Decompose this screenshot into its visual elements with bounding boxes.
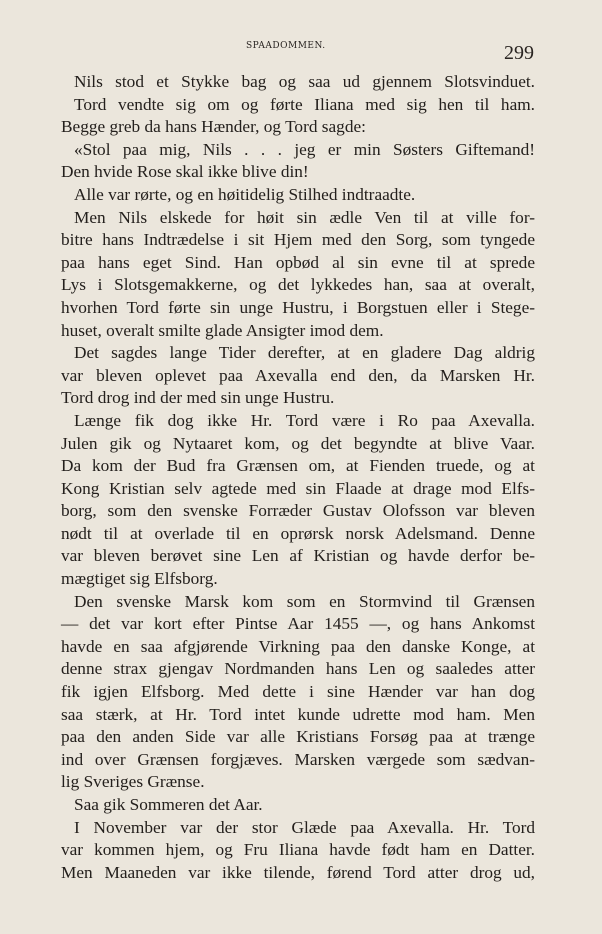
text-line: Tord vendte sig om og førte Iliana med sig hen til ham. bbox=[74, 94, 535, 114]
text-line: Kong Kristian selv agtede med sin Flaade at drage mod Elfs- bbox=[61, 478, 535, 498]
page-number: 299 bbox=[504, 42, 534, 64]
text-line: ind over Grænsen forgjæves. Marsken værgede som sædvan- bbox=[61, 749, 535, 769]
text-line: havde en saa afgjørende Virkning paa den danske Konge, at bbox=[61, 636, 535, 656]
text-line: Men Maaneden var ikke tilende, førend Tord atter drog ud, bbox=[61, 862, 535, 882]
text-line: Den hvide Rose skal ikke blive din! bbox=[61, 162, 309, 182]
text-line: «Stol paa mig, Nils . . . jeg er min Søsters Giftemand! bbox=[74, 139, 535, 159]
text-line: mægtiget sig Elfsborg. bbox=[61, 569, 218, 589]
text-line: paa den anden Side var alle Kristians Forsøg paa at trænge bbox=[61, 727, 535, 747]
text-line: Alle var rørte, og en høitidelig Stilhed indtraadte. bbox=[74, 184, 416, 204]
text-line: Længe fik dog ikke Hr. Tord være i Ro paa Axevalla. bbox=[74, 410, 535, 430]
running-title: SPAADOMMEN. bbox=[246, 41, 326, 51]
text-line: Da kom der Bud fra Grænsen om, at Fienden truede, og at bbox=[61, 456, 535, 476]
text-line: huset, overalt smilte glade Ansigter imod dem. bbox=[61, 320, 384, 340]
text-line: borg, som den svenske Forræder Gustav Olofsson var bleven bbox=[61, 501, 535, 521]
text-line: var kommen hjem, og Fru Iliana havde født ham en Datter. bbox=[61, 840, 535, 860]
text-line: lig Sveriges Grænse. bbox=[61, 772, 205, 792]
text-line: Men Nils elskede for høit sin ædle Ven til at ville for- bbox=[74, 207, 535, 227]
text-line: Nils stod et Stykke bag og saa ud gjennem Slotsvinduet. bbox=[74, 72, 535, 91]
text-line: Saa gik Sommeren det Aar. bbox=[74, 795, 263, 814]
text-line: Lys i Slotsgemakkerne, og det lykkedes han, saa at overalt, bbox=[61, 275, 535, 295]
text-line: Det sagdes lange Tider derefter, at en gladere Dag aldrig bbox=[74, 343, 535, 363]
text-line: hvorhen Tord førte sin unge Hustru, i Borgstuen eller i Stege- bbox=[61, 297, 535, 317]
page-header bbox=[0, 38, 602, 68]
text-line: — det var kort efter Pintse Aar 1455 —, og hans Ankomst bbox=[61, 614, 535, 634]
text-line: I November var der stor Glæde paa Axevalla. Hr. Tord bbox=[74, 817, 535, 837]
text-line: Tord drog ind der med sin unge Hustru. bbox=[61, 388, 335, 408]
text-line: saa stærk, at Hr. Tord intet kunde udrette mod ham. Men bbox=[61, 704, 535, 724]
text-line: Den svenske Marsk kom som en Stormvind til Grænsen bbox=[74, 591, 535, 611]
text-line: var bleven berøvet sine Len af Kristian og havde derfor be- bbox=[61, 546, 535, 566]
text-line: fik igjen Elfsborg. Med dette i sine Hænder var han dog bbox=[61, 682, 535, 702]
text-line: Begge greb da hans Hænder, og Tord sagde: bbox=[61, 117, 366, 137]
text-line: bitre hans Indtrædelse i sit Hjem med den Sorg, som tyngede bbox=[61, 230, 535, 250]
text-line: nødt til at overlade til en oprørsk norsk Adelsmand. Denne bbox=[61, 523, 535, 543]
text-line: Julen gik og Nytaaret kom, og det begyndte at blive Vaar. bbox=[61, 433, 535, 453]
text-line: var bleven oplevet paa Axevalla end den, da Marsken Hr. bbox=[61, 365, 535, 385]
text-line: paa hans eget Sind. Han opbød al sin evne til at sprede bbox=[61, 252, 535, 272]
body-text bbox=[61, 71, 535, 884]
text-line: denne strax gjengav Nordmanden hans Len og saaledes atter bbox=[61, 659, 535, 679]
